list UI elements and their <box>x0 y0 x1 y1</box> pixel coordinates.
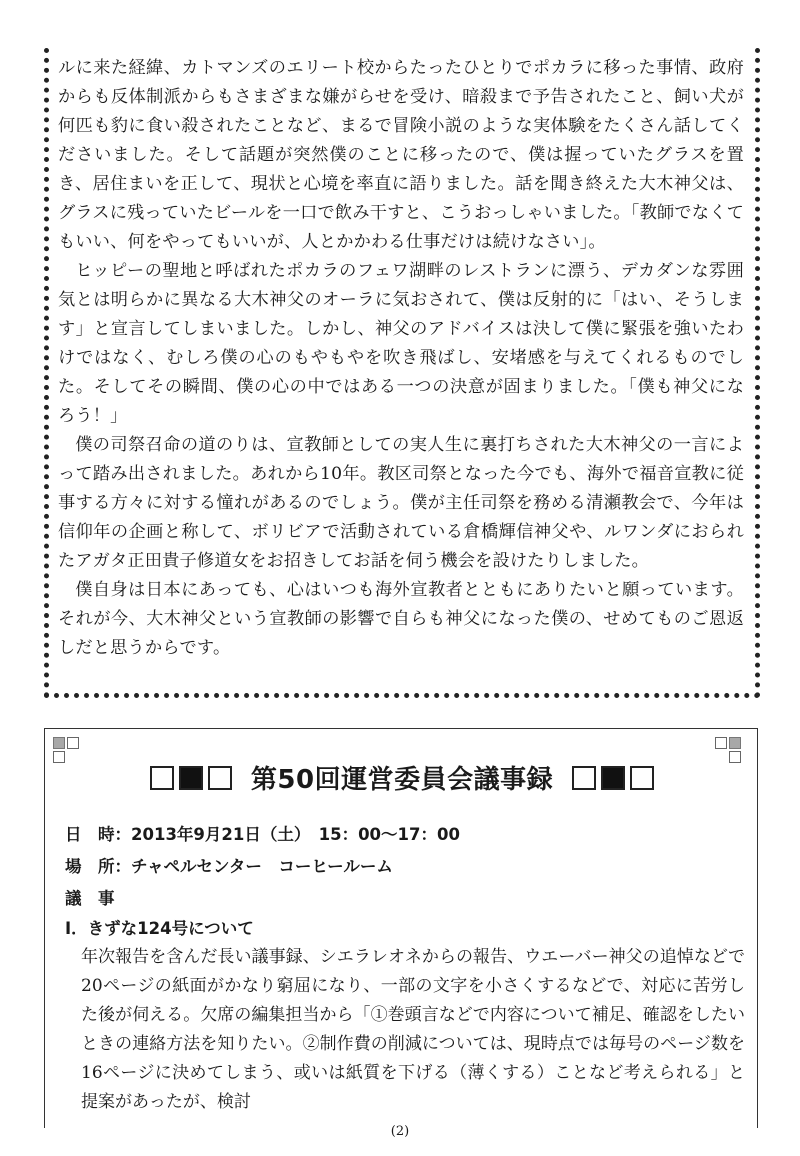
square-outline-icon <box>630 766 654 790</box>
minutes-section <box>44 728 758 1128</box>
essay-body <box>58 54 744 663</box>
square-outline-icon <box>208 766 232 790</box>
meeting-date <box>65 821 460 845</box>
square-filled-icon <box>601 766 625 790</box>
place-label: 場 所： <box>65 857 131 876</box>
essay-paragraph: 僕の司祭召命の道のりは、宣教師としての実人生に裏打ちされた大木神父の一言によって踏み出されました。あれから10年。教区司祭となった今でも、海外で福音宣教に従事する方々に対する憧れがあるのでしょう。僕が主任司祭を務める清瀬教会で、今年は信仰年の企画と称して、ボリビアで活動されている倉橋輝信神父や、ルワンダにおられたアガタ正田貴子修道女をお招きしてお話を伺う機会を設けたりしました。 <box>58 435 744 571</box>
essay-paragraph: 僕自身は日本にあっても、心はいつも海外宣教者とともにありたいと願っています。それが今、大木神父という宣教師の影響で自らも神父になった僕の、せめてものご恩返しだと思うからです。 <box>58 580 744 658</box>
square-icon <box>715 737 727 749</box>
square-icon <box>67 737 79 749</box>
meeting-place <box>65 853 393 877</box>
square-icon <box>729 737 741 749</box>
page-number: (2) <box>390 1124 410 1139</box>
agenda-heading: 議 事 <box>65 889 115 908</box>
square-outline-icon <box>150 766 174 790</box>
section-heading: Ⅰ．きずな124号について <box>65 919 254 938</box>
essay-paragraph: ルに来た経緯、カトマンズのエリート校からたったひとりでポカラに移った事情、政府からも反体制派からもさまざまな嫌がらせを受け、暗殺まで予告されたこと、飼い犬が何匹も豹に食い殺されたことなど、まるで冒険小説のような実体験をたくさん話してくださいました。そして話題が突然僕のことに移ったので、僕は握っていたグラスを置き、居住まいを正して、現状と心境を率直に語りました。話を聞き終えた大木神父は、グラスに残っていたビールを一口で飲み干すと、こうおっしゃいました。「教師でなくてもいい、何をやってもいいが、人とかかわる仕事だけは続けなさい」。 <box>58 58 744 252</box>
minutes-body <box>81 943 745 1117</box>
date-label: 日 時： <box>65 825 131 844</box>
essay-paragraph: ヒッピーの聖地と呼ばれたポカラのフェワ湖畔のレストランに漂う、デカダンな雰囲気とは明らかに異なる大木神父のオーラに気おされて、僕は反射的に「はい、そうします」と宣言してしまいました。しかし、神父のアドバイスは決して僕に緊張を強いたわけではなく、むしろ僕の心のもやもやを吹き飛ばし、安堵感を与えてくれるものでした。そしてその瞬間、僕の心の中ではある一つの決意が固まりました。「僕も神父になろう！」 <box>58 261 744 426</box>
square-filled-icon <box>179 766 203 790</box>
square-icon <box>53 737 65 749</box>
place-value: チャペルセンター コーヒールーム <box>131 857 393 876</box>
section-body: 年次報告を含んだ長い議事録、シエラレオネからの報告、ウエーバー神父の追悼などで20ページの紙面がかなり窮屈になり、一部の文字を小さくするなどで、対応に苦労した後が伺える。欠席の編集担当から「①巻頭言などで内容について補足、確認をしたいときの連絡方法を知りたい。②制作費の削減については、現時点では毎号のページ数を16ページに決めてしまう、或いは紙質を下げる（薄くする）ことなど考えられる」と提案があったが、検討 <box>81 947 745 1112</box>
minutes-title: 第50回運営委員会議事録 <box>250 765 554 795</box>
date-value: 2013年9月21日（土） 15：00〜17：00 <box>131 825 460 844</box>
minutes-title-row <box>45 759 759 796</box>
square-outline-icon <box>572 766 596 790</box>
